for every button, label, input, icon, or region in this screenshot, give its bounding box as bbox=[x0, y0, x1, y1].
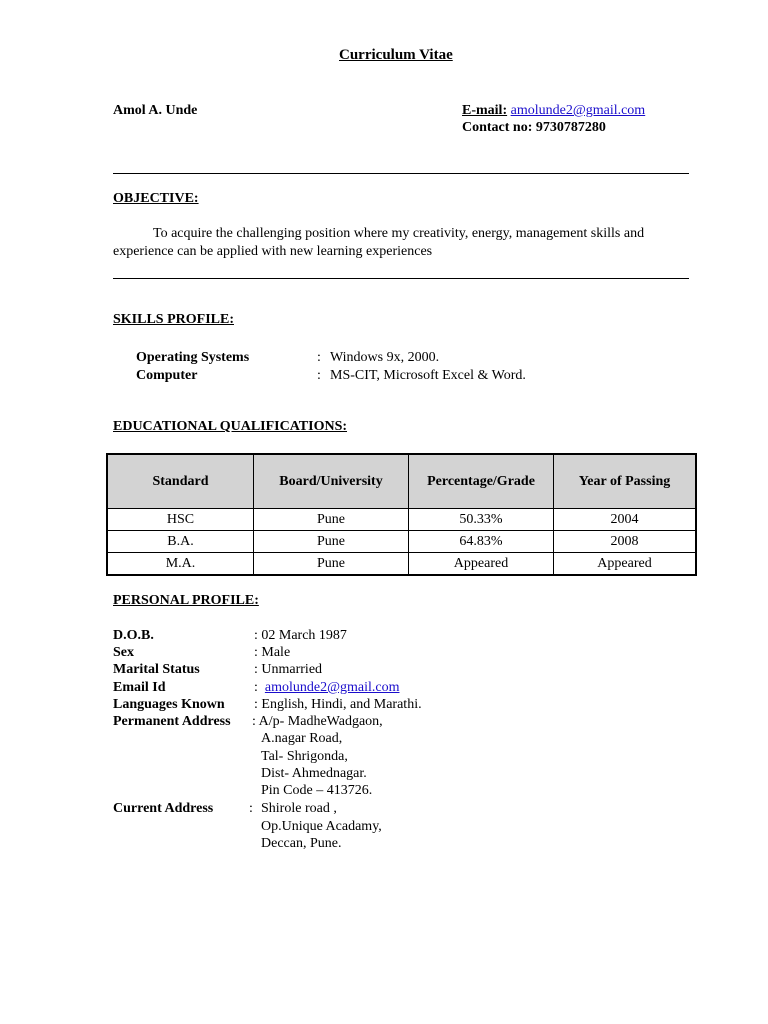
sex-value: : Male bbox=[254, 645, 291, 660]
column-header: Standard bbox=[107, 454, 254, 509]
table-cell: Pune bbox=[254, 509, 409, 531]
education-heading: EDUCATIONAL QUALIFICATIONS: bbox=[113, 419, 348, 434]
table-cell: 64.83% bbox=[409, 531, 554, 553]
email-id-label: Email Id bbox=[113, 680, 166, 695]
table-cell: 2008 bbox=[554, 531, 697, 553]
column-header: Percentage/Grade bbox=[409, 454, 554, 509]
skills-heading: SKILLS PROFILE: bbox=[113, 312, 234, 327]
skill-label: Operating Systems bbox=[136, 350, 250, 365]
candidate-name: Amol A. Unde bbox=[113, 103, 198, 118]
table-cell: Appeared bbox=[554, 553, 697, 576]
column-header: Year of Passing bbox=[554, 454, 697, 509]
divider bbox=[113, 173, 689, 174]
table-row bbox=[107, 553, 696, 576]
table-cell: Pune bbox=[254, 553, 409, 576]
email-label: E-mail: bbox=[462, 103, 508, 118]
marital-label: Marital Status bbox=[113, 662, 200, 677]
email-id-value bbox=[254, 680, 399, 696]
objective-line-2: experience can be applied with new learning experiences bbox=[113, 244, 433, 259]
current-address-line: Shirole road , bbox=[261, 801, 337, 816]
current-address-line: Deccan, Pune. bbox=[261, 836, 342, 851]
skill-value: Windows 9x, 2000. bbox=[330, 350, 440, 365]
skill-sep: : bbox=[317, 350, 321, 365]
table-header-row bbox=[107, 454, 696, 509]
table-cell: M.A. bbox=[107, 553, 254, 576]
marital-value: : Unmarried bbox=[254, 662, 323, 677]
education-table bbox=[106, 453, 697, 576]
skill-label: Computer bbox=[136, 368, 198, 383]
languages-label: Languages Known bbox=[113, 697, 225, 712]
divider bbox=[113, 278, 689, 279]
permanent-address-line: Dist- Ahmednagar. bbox=[261, 766, 367, 781]
table-cell: 2004 bbox=[554, 509, 697, 531]
email-link[interactable]: amolunde2@gmail.com bbox=[510, 103, 646, 118]
skill-sep: : bbox=[317, 368, 321, 383]
dob-label: D.O.B. bbox=[113, 628, 154, 643]
permanent-address-label: Permanent Address bbox=[113, 714, 231, 729]
permanent-address-line: : A/p- MadheWadgaon, bbox=[252, 714, 383, 729]
page-title: Curriculum Vitae bbox=[339, 47, 453, 63]
table-cell: Pune bbox=[254, 531, 409, 553]
current-address-sep: : bbox=[249, 801, 253, 816]
column-header: Board/University bbox=[254, 454, 409, 509]
current-address-line: Op.Unique Acadamy, bbox=[261, 819, 382, 834]
contact-number: Contact no: 9730787280 bbox=[462, 120, 606, 135]
languages-value: : English, Hindi, and Marathi. bbox=[254, 697, 422, 712]
dob-value: : 02 March 1987 bbox=[254, 628, 347, 643]
permanent-address-line: A.nagar Road, bbox=[261, 731, 343, 746]
email-id-link[interactable]: amolunde2@gmail.com bbox=[264, 680, 400, 695]
email-header bbox=[462, 103, 645, 119]
objective-heading: OBJECTIVE: bbox=[113, 191, 199, 206]
table-cell: 50.33% bbox=[409, 509, 554, 531]
table-cell: HSC bbox=[107, 509, 254, 531]
permanent-address-line: Pin Code – 413726. bbox=[261, 783, 373, 798]
table-cell: Appeared bbox=[409, 553, 554, 576]
current-address-label: Current Address bbox=[113, 801, 214, 816]
objective-line-1: To acquire the challenging position where my creativity, energy, management skills and bbox=[153, 226, 645, 241]
table-cell: B.A. bbox=[107, 531, 254, 553]
table-row bbox=[107, 531, 696, 553]
email-id-sep: : bbox=[254, 680, 258, 695]
permanent-address-line: Tal- Shrigonda, bbox=[261, 749, 348, 764]
skill-value: MS-CIT, Microsoft Excel & Word. bbox=[330, 368, 526, 383]
table-row bbox=[107, 509, 696, 531]
personal-heading: PERSONAL PROFILE: bbox=[113, 593, 259, 608]
sex-label: Sex bbox=[113, 645, 134, 660]
